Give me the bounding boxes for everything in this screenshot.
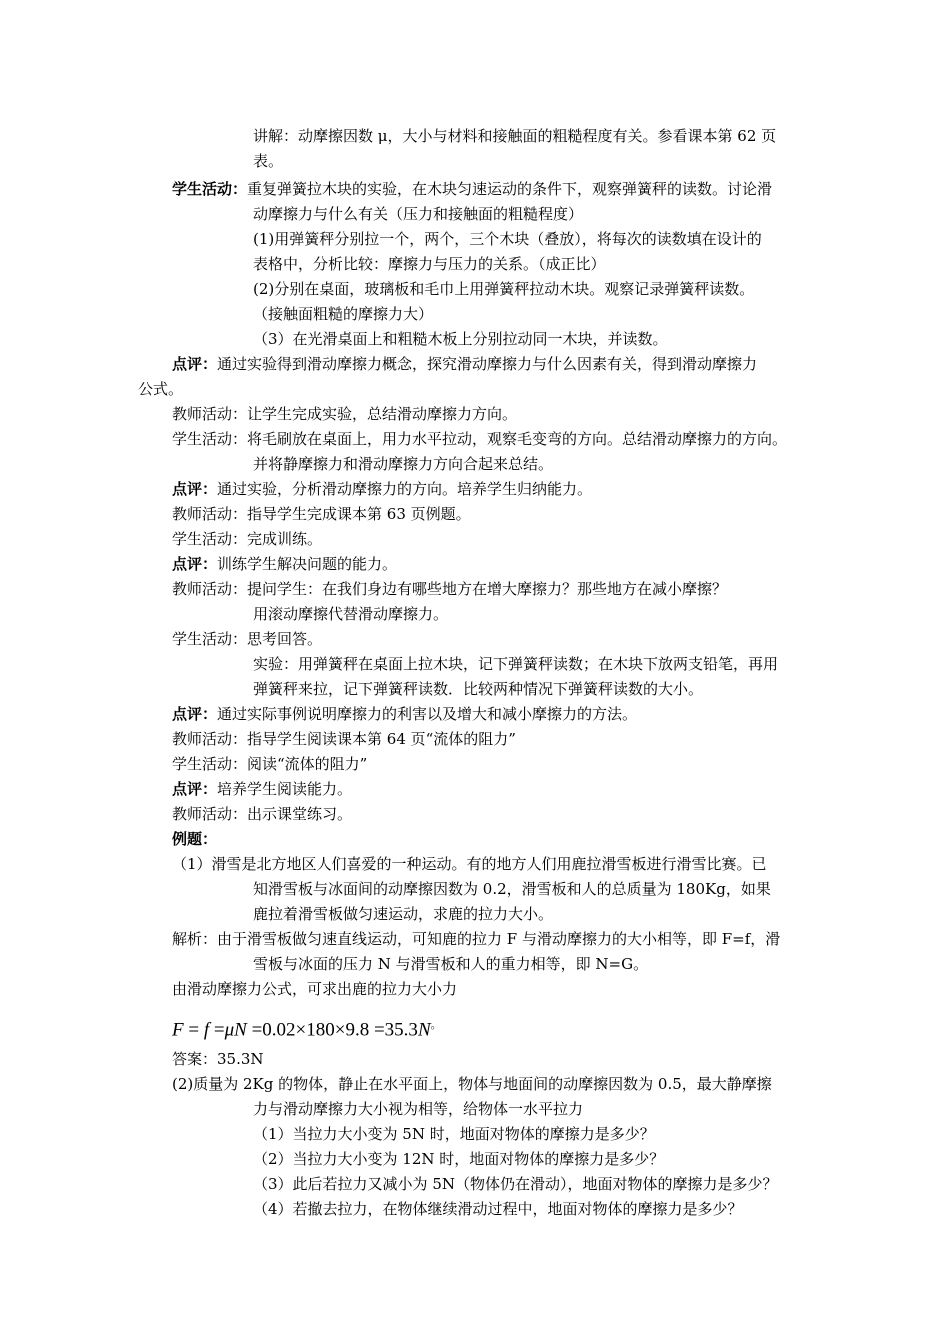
comment-label: 点评： bbox=[172, 355, 218, 373]
text-line: 实验：用弹簧秤在桌面上拉木块，记下弹簧秤读数；在木块下放两支铅笔，再用 bbox=[253, 655, 779, 673]
text-line: 学生活动：完成训练。 bbox=[172, 530, 323, 548]
text-line: 教师活动：指导学生阅读课本第 64 页“流体的阻力” bbox=[172, 730, 516, 748]
answer-line: 答案：35.3N bbox=[172, 1050, 264, 1068]
text-content: 通过实验，分析滑动摩擦力的方向。培养学生归纳能力。 bbox=[217, 480, 593, 498]
text-line: (2)分别在桌面，玻璃板和毛巾上用弹簧秤拉动木块。观察记录弹簧秤读数。 bbox=[253, 280, 755, 298]
comment-label: 点评： bbox=[172, 780, 218, 798]
text-line: 表格中，分析比较：摩擦力与压力的关系。（成正比） bbox=[253, 255, 606, 273]
comment-label: 点评： bbox=[172, 480, 218, 498]
text-content: 重复弹簧拉木块的实验，在木块匀速运动的条件下，观察弹簧秤的读数。讨论滑 bbox=[247, 180, 773, 198]
text-line: 雪板与冰面的压力 N 与滑雪板和人的重力相等，即 N=G。 bbox=[253, 955, 649, 973]
text-line bbox=[172, 704, 637, 724]
text-content: 训练学生解决问题的能力。 bbox=[217, 555, 398, 573]
formula-symbol: = bbox=[188, 1019, 200, 1041]
text-line: 表。 bbox=[253, 152, 284, 170]
text-line: 力与滑动摩擦力大小视为相等，给物体一水平拉力 bbox=[253, 1100, 584, 1118]
text-line: （3）此后若拉力又减小为 5N（物体仍在滑动），地面对物体的摩擦力是多少？ bbox=[253, 1175, 778, 1193]
text-line bbox=[172, 779, 352, 799]
text-line: 由滑动摩擦力公式，可求出鹿的拉力大小力 bbox=[172, 980, 458, 998]
friction-formula bbox=[172, 1012, 442, 1043]
text-line: 动摩擦力与什么有关（压力和接触面的粗糙程度） bbox=[253, 205, 584, 223]
formula-symbol: N bbox=[417, 1019, 431, 1041]
text-line: 弹簧秤来拉，记下弹簧秤读数．比较两种情况下弹簧秤读数的大小。 bbox=[253, 680, 704, 698]
formula-symbol: μ bbox=[224, 1019, 235, 1041]
formula-symbol: N bbox=[234, 1019, 247, 1041]
formula-rhs: =0.02×180×9.8 =35.3 bbox=[251, 1019, 418, 1041]
text-line: （2）当拉力大小变为 12N 时，地面对物体的摩擦力是多少？ bbox=[253, 1150, 665, 1168]
text-line: 公式。 bbox=[138, 380, 184, 398]
comment-label: 点评： bbox=[172, 555, 218, 573]
formula-end: 。 bbox=[430, 1019, 442, 1031]
text-line: 用滚动摩擦代替滑动摩擦力。 bbox=[253, 605, 449, 623]
text-line: 并将静摩擦力和滑动摩擦力方向合起来总结。 bbox=[253, 455, 554, 473]
text-content: 培养学生阅读能力。 bbox=[217, 780, 353, 798]
text-line: 教师活动：出示课堂练习。 bbox=[172, 805, 353, 823]
text-content: 通过实际事例说明摩擦力的利害以及增大和减小摩擦力的方法。 bbox=[217, 705, 638, 723]
text-line: 学生活动：将毛刷放在桌面上，用力水平拉动，观察毛变弯的方向。总结滑动摩擦力的方向。 bbox=[172, 430, 788, 448]
text-line: 学生活动：思考回答。 bbox=[172, 630, 323, 648]
text-line: （1）当拉力大小变为 5N 时，地面对物体的摩擦力是多少？ bbox=[253, 1125, 655, 1143]
formula-symbol: = bbox=[213, 1019, 225, 1041]
text-line bbox=[172, 179, 772, 199]
text-line: 学生活动：阅读“流体的阻力” bbox=[172, 755, 368, 773]
text-line: （3）在光滑桌面上和粗糙木板上分别拉动同一木块，并读数。 bbox=[253, 330, 668, 348]
formula-symbol: F bbox=[172, 1019, 184, 1041]
text-content: 通过实验得到滑动摩擦力概念，探究滑动摩擦力与什么因素有关，得到滑动摩擦力 bbox=[217, 355, 758, 373]
text-line: （接触面粗糙的摩擦力大） bbox=[253, 305, 434, 323]
text-line: 解析：由于滑雪板做匀速直线运动，可知鹿的拉力 F 与滑动摩擦力的大小相等，即 F=f，滑 bbox=[172, 930, 781, 948]
text-line: 知滑雪板与冰面间的动摩擦因数为 0.2，滑雪板和人的总质量为 180Kg，如果 bbox=[253, 880, 771, 898]
text-line bbox=[172, 479, 592, 499]
text-line: 教师活动：提问学生：在我们身边有哪些地方在增大摩擦力？那些地方在减小摩擦？ bbox=[172, 580, 728, 598]
student-activity-label: 学生活动： bbox=[172, 180, 248, 198]
text-line: （4）若撤去拉力，在物体继续滑动过程中，地面对物体的摩擦力是多少？ bbox=[253, 1200, 743, 1218]
text-line: （1）滑雪是北方地区人们喜爱的一种运动。有的地方人们用鹿拉滑雪板进行滑雪比赛。已 bbox=[172, 855, 767, 873]
text-line: 教师活动：让学生完成实验，总结滑动摩擦力方向。 bbox=[172, 405, 518, 423]
text-line: 讲解：动摩擦因数 μ，大小与材料和接触面的粗糙程度有关。参看课本第 62 页 bbox=[253, 127, 777, 145]
text-line bbox=[172, 354, 757, 374]
example-heading: 例题： bbox=[172, 830, 218, 848]
comment-label: 点评： bbox=[172, 705, 218, 723]
text-line bbox=[172, 554, 397, 574]
text-line: 教师活动：指导学生完成课本第 63 页例题。 bbox=[172, 505, 471, 523]
text-line: (1)用弹簧秤分别拉一个，两个，三个木块（叠放），将每次的读数填在设计的 bbox=[253, 230, 762, 248]
text-line: 鹿拉着滑雪板做匀速运动，求鹿的拉力大小。 bbox=[253, 905, 554, 923]
formula-symbol: f bbox=[203, 1019, 210, 1041]
text-line: (2)质量为 2Kg 的物体，静止在水平面上，物体与地面间的动摩擦因数为 0.5，最大静摩擦 bbox=[172, 1075, 772, 1093]
